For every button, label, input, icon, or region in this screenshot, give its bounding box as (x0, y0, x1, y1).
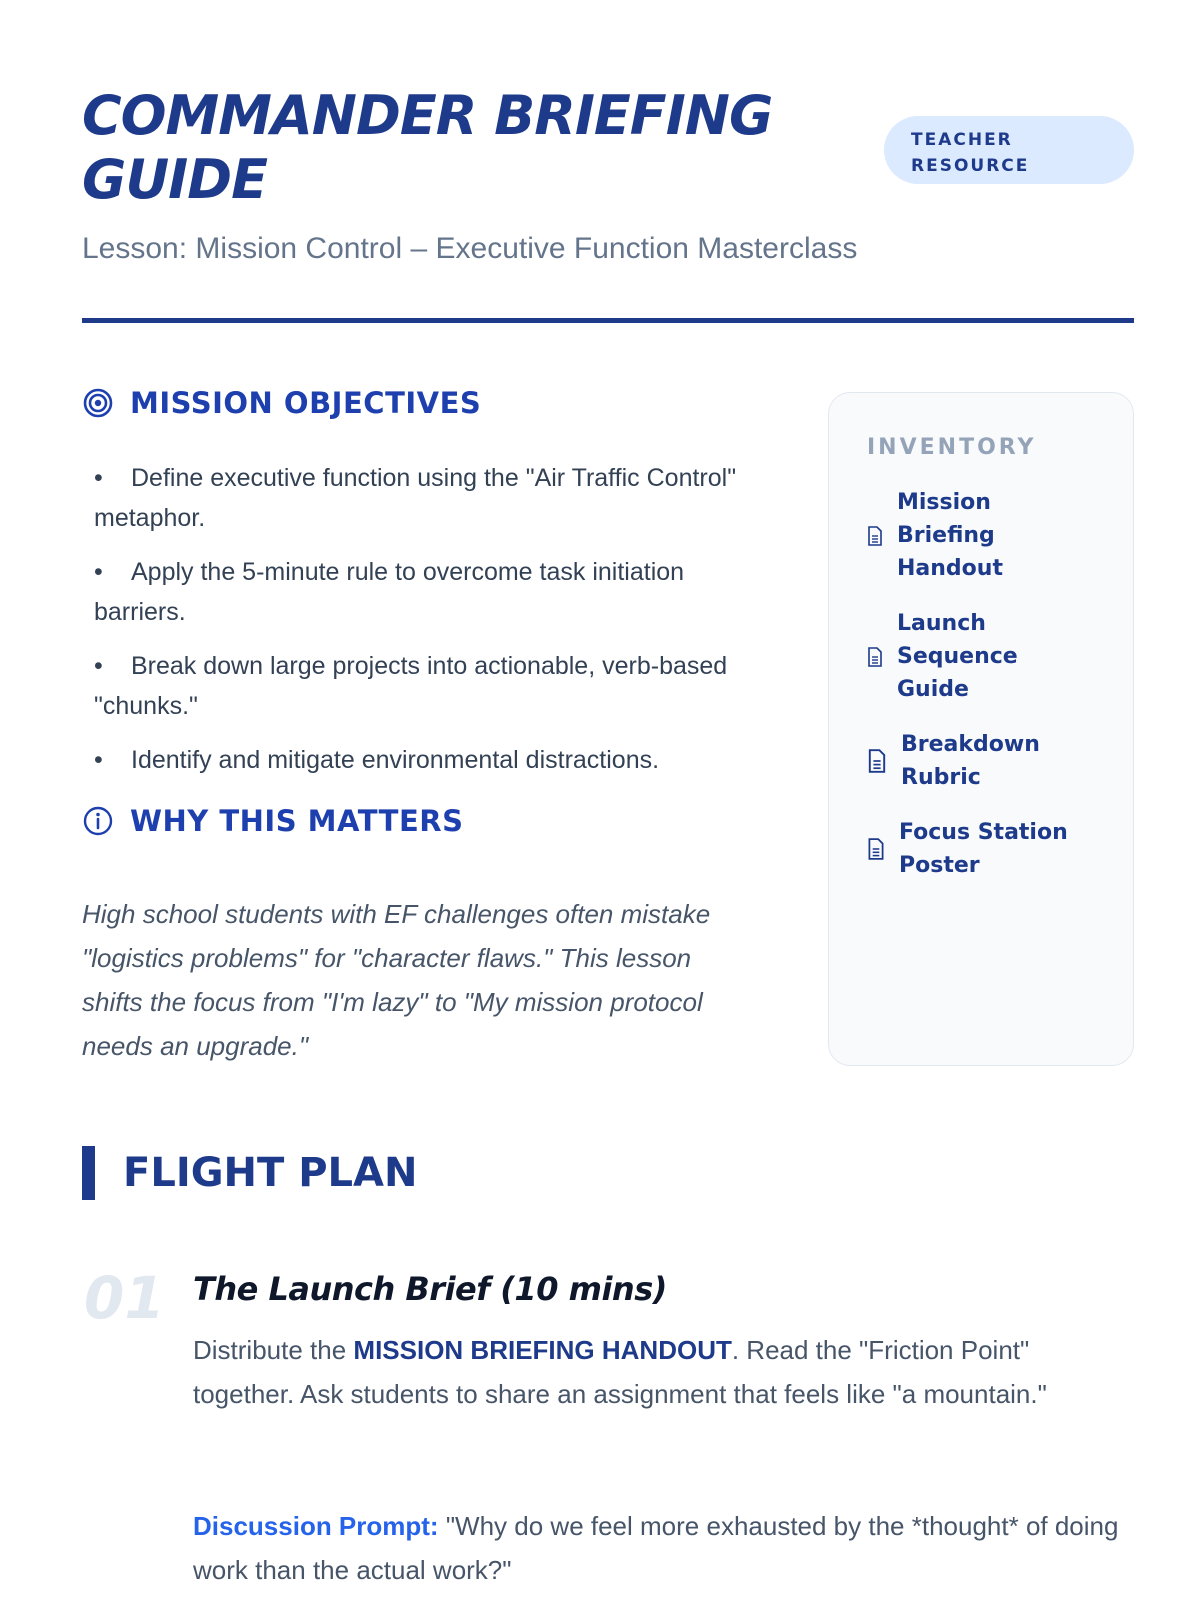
inventory-item-poster[interactable]: Focus Station Poster (867, 816, 1095, 882)
discussion-prompt (193, 1504, 1134, 1592)
list-item: • Apply the 5-minute rule to overcome task initiation barriers. (94, 558, 685, 626)
flight-plan-heading (82, 1146, 417, 1200)
document-icon (867, 647, 883, 667)
inventory-list (867, 486, 1095, 882)
objectives-heading (82, 386, 481, 420)
lesson-subtitle: Lesson: Mission Control – Executive Function Masterclass (82, 232, 858, 265)
inventory-item-launch-guide[interactable]: Launch Sequence Guide (867, 607, 1095, 706)
prompt-label: Discussion Prompt: (193, 1511, 439, 1541)
page-title: COMMANDER BRIEFING GUIDE (82, 84, 773, 211)
inventory-item-handout[interactable]: Mission Briefing Handout (867, 486, 1095, 585)
step-body: Distribute the MISSION BRIEFING HANDOUT. Read the "Friction Point" together. Ask students to share an assignment that feels like "a mountain." (193, 1335, 1047, 1409)
info-icon (82, 805, 114, 837)
target-icon (82, 387, 114, 419)
header (82, 84, 1134, 212)
inventory-item-rubric[interactable]: Breakdown Rubric (867, 728, 1095, 794)
header-divider (82, 318, 1134, 323)
why-text: High school students with EF challenges often mistake "logistics problems" for "character flaws." This lesson shifts the focus from "I'm lazy" to "My mission protocol needs an upgrade." (82, 899, 711, 1061)
inventory-label: INVENTORY (867, 435, 1037, 460)
list-item: • Define executive function using the "Air Traffic Control" metaphor. (94, 464, 737, 532)
objectives-list (94, 458, 754, 794)
step-number: 01 (84, 1264, 165, 1332)
handout-highlight: MISSION BRIEFING HANDOUT (353, 1335, 732, 1365)
teacher-resource-badge: TEACHER RESOURCE (884, 116, 1134, 184)
heading-accent-bar (82, 1146, 95, 1200)
list-item: • Identify and mitigate environmental distractions. (94, 746, 660, 774)
step-title: The Launch Brief (10 mins) (193, 1270, 667, 1308)
why-title: WHY THIS MATTERS (130, 804, 464, 838)
flight-plan-title: FLIGHT PLAN (123, 1150, 418, 1196)
document-icon (867, 526, 883, 546)
why-heading (82, 804, 464, 838)
list-item: • Break down large projects into actionable, verb-based "chunks." (94, 652, 728, 720)
briefing-page (82, 0, 1134, 1600)
document-icon (867, 749, 887, 773)
objectives-title: MISSION OBJECTIVES (130, 386, 482, 420)
prompt-text: "Why do we feel more exhausted by the *thought* of doing work than the actual work?" (193, 1511, 1119, 1585)
inventory-panel (828, 392, 1134, 1066)
document-icon (867, 838, 885, 860)
